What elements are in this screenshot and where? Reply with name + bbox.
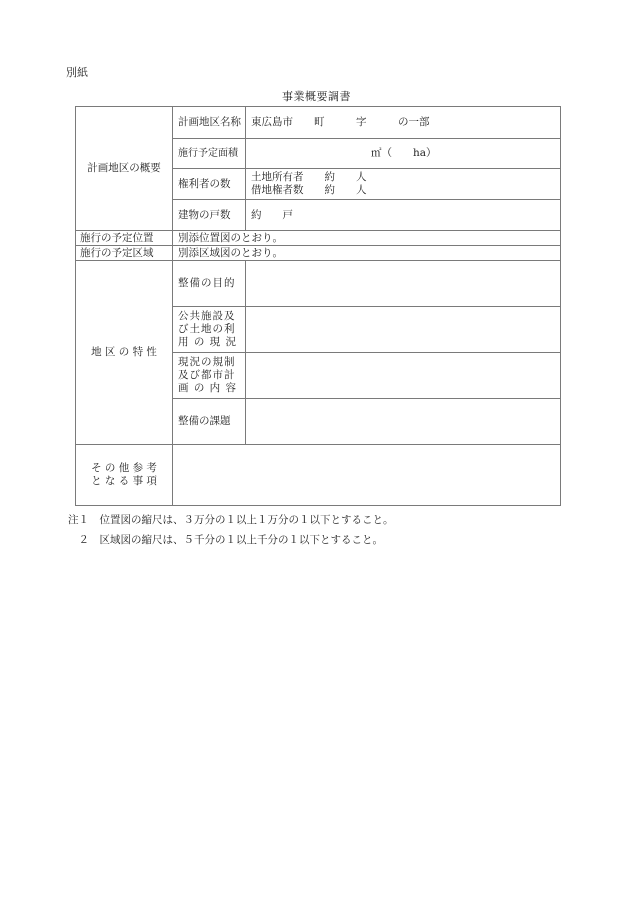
label-line: 用 の 現 況 <box>178 336 238 348</box>
label-line: び土地の利 <box>178 323 236 335</box>
rights-holders-value <box>251 169 560 199</box>
landowners-count: 土地所有者 約 人 <box>251 171 367 183</box>
table-border-bottom <box>75 505 561 506</box>
leaseholders-count: 借地権者数 約 人 <box>251 184 367 196</box>
building-count-value: 約 戸 <box>251 208 293 221</box>
other-reference-label <box>76 445 172 505</box>
label-line: 及び都市計 <box>178 369 236 381</box>
development-issues-value <box>246 399 560 444</box>
building-count-label: 建物の戸数 <box>178 208 231 221</box>
other-reference-value <box>173 445 560 505</box>
rights-holders-label: 権利者の数 <box>178 177 231 190</box>
attachment-label: 別紙 <box>66 66 88 79</box>
planned-area-label: 施行の予定区域 <box>80 246 154 259</box>
planned-area-size-value: ㎡（ ha） <box>371 147 437 159</box>
planned-location-value: 別添位置図のとおり。 <box>178 231 283 244</box>
regulations-label <box>178 353 245 398</box>
public-facilities-value <box>246 307 560 352</box>
district-name-value: 東広島市 町 字 の一部 <box>251 116 430 128</box>
note-2: ２ 区域図の縮尺は、５千分の１以上千分の１以下とすること。 <box>68 534 383 546</box>
document-title: 事業概要調書 <box>282 90 351 103</box>
development-purpose-value <box>246 261 560 306</box>
label-line: 画 の 内 容 <box>178 382 238 394</box>
district-name-label: 計画地区名称 <box>178 116 241 128</box>
label-line: と な る 事 項 <box>91 475 157 487</box>
label-line: 現況の規制 <box>178 356 236 368</box>
regulations-value <box>246 353 560 398</box>
development-purpose-label: 整備の目的 <box>178 277 236 289</box>
table-border-right <box>560 106 561 506</box>
col-divider <box>245 106 246 230</box>
planned-area-size-label: 施行予定面積 <box>178 148 238 159</box>
label-line: そ の 他 参 考 <box>91 462 157 474</box>
characteristics-section-label: 地 区 の 特 性 <box>91 346 157 358</box>
planned-location-label: 施行の予定位置 <box>80 231 154 244</box>
note-1: 注１ 位置図の縮尺は、３万分の１以上１万分の１以下とすること。 <box>68 514 394 526</box>
overview-section-label: 計画地区の概要 <box>87 162 161 174</box>
public-facilities-label <box>178 307 245 352</box>
planned-area-value: 別添区域図のとおり。 <box>178 246 283 259</box>
development-issues-label: 整備の課題 <box>178 415 231 427</box>
label-line: 公共施設及 <box>178 310 236 322</box>
